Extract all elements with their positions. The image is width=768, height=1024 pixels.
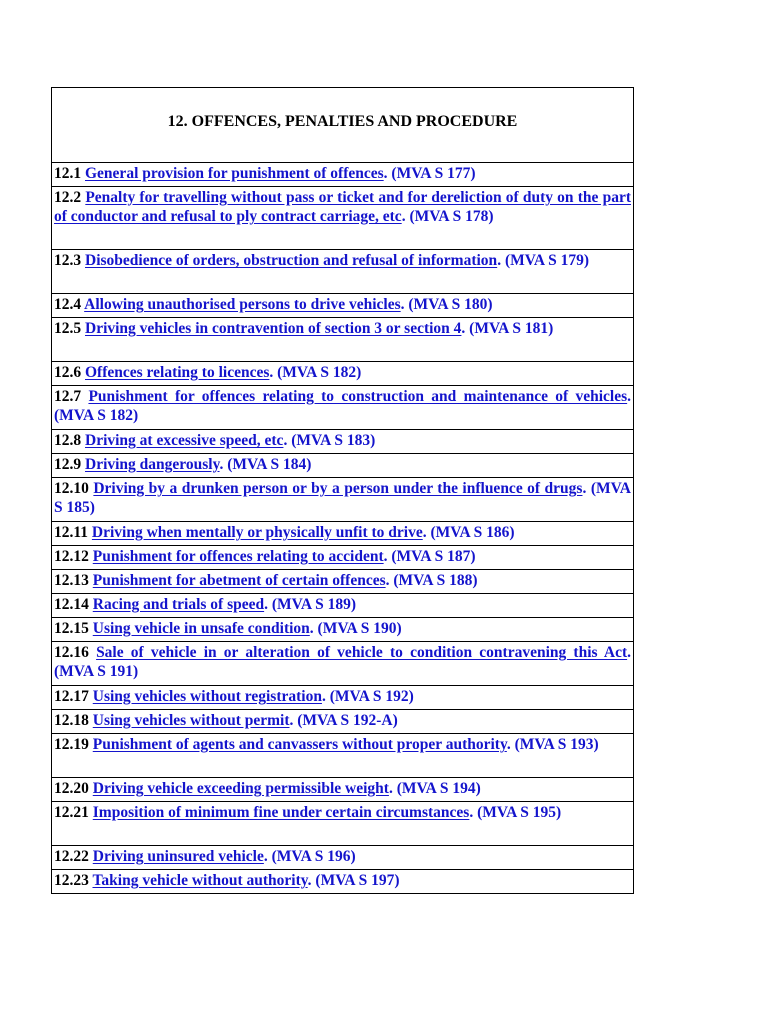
section-number: 12.23 (54, 872, 89, 889)
toc-row (52, 778, 634, 802)
toc-cell (52, 570, 634, 594)
section-number: 12.14 (54, 596, 89, 613)
toc-cell-content (54, 802, 631, 822)
section-link[interactable]: Using vehicle in unsafe condition (92, 620, 310, 637)
section-number: 12.11 (54, 524, 89, 541)
toc-cell (52, 734, 634, 778)
toc-cell (52, 386, 634, 430)
section-number: 12.15 (54, 620, 89, 637)
toc-row (52, 570, 634, 594)
section-link[interactable]: Driving vehicles in contravention of section 3 or section 4 (85, 320, 462, 337)
section-number: 12.20 (54, 780, 89, 797)
section-reference: . (MVA S 179) (497, 252, 590, 269)
section-number: 12.4 (54, 296, 82, 313)
toc-row (52, 710, 634, 734)
toc-cell-content (54, 430, 631, 450)
section-link[interactable]: Driving at excessive speed, etc (85, 432, 284, 449)
section-link[interactable]: Punishment for offences relating to accident (92, 548, 384, 565)
toc-cell-content (54, 686, 631, 706)
toc-row (52, 163, 634, 187)
section-link[interactable]: Using vehicles without permit (92, 712, 290, 729)
section-reference: . (MVA S 182) (54, 388, 632, 424)
toc-cell (52, 710, 634, 734)
toc-row (52, 594, 634, 618)
toc-cell-content (54, 846, 631, 866)
toc-cell-content (54, 522, 631, 542)
toc-row (52, 250, 634, 294)
section-link[interactable]: Racing and trials of speed (92, 596, 265, 613)
toc-row (52, 478, 634, 522)
section-reference: . (MVA S 191) (54, 644, 631, 680)
toc-cell-content (54, 362, 631, 382)
toc-cell (52, 686, 634, 710)
section-number: 12.21 (54, 804, 89, 821)
section-link[interactable]: Offences relating to licences (85, 364, 270, 381)
section-reference: . (MVA S 184) (219, 456, 312, 473)
toc-row (52, 454, 634, 478)
toc-table (51, 87, 634, 894)
toc-cell (52, 294, 634, 318)
section-reference: . (MVA S 178) (401, 208, 494, 225)
section-link[interactable]: Driving uninsured vehicle (92, 848, 264, 865)
section-link[interactable]: Sale of vehicle in or alteration of vehicle to condition contravening this Act (96, 644, 628, 661)
toc-cell-content (54, 710, 631, 730)
toc-cell (52, 430, 634, 454)
toc-row (52, 318, 634, 362)
toc-cell (52, 187, 634, 250)
toc-body (52, 88, 634, 894)
section-reference: . (MVA S 182) (269, 364, 362, 381)
section-reference: . (MVA S 190) (309, 620, 402, 637)
section-reference: . (MVA S 180) (400, 296, 493, 313)
page-title: 12. OFFENCES, PENALTIES AND PROCEDURE (167, 112, 518, 130)
toc-cell-content (54, 570, 631, 590)
toc-row (52, 686, 634, 710)
section-link[interactable]: Punishment of agents and canvassers without proper authority (92, 736, 507, 753)
section-link[interactable]: Driving vehicle exceeding permissible weight (92, 780, 389, 797)
toc-cell-content (54, 454, 631, 474)
section-number: 12.3 (54, 252, 82, 269)
toc-row (52, 642, 634, 686)
toc-cell (52, 454, 634, 478)
toc-cell-content (54, 642, 631, 681)
section-reference: . (MVA S 181) (461, 320, 554, 337)
toc-cell (52, 870, 634, 894)
section-number: 12.19 (54, 736, 89, 753)
toc-cell-content (54, 594, 631, 614)
toc-cell (52, 522, 634, 546)
section-reference: . (MVA S 186) (422, 524, 515, 541)
toc-row (52, 734, 634, 778)
section-number: 12.18 (54, 712, 89, 729)
toc-header-row (52, 88, 634, 163)
section-link[interactable]: Driving by a drunken person or by a person under the influence of drugs (93, 480, 583, 497)
section-number: 12.10 (54, 480, 89, 497)
section-number: 12.5 (54, 320, 82, 337)
toc-cell (52, 594, 634, 618)
section-reference: . (MVA S 195) (469, 804, 562, 821)
section-reference: . (MVA S 197) (307, 872, 400, 889)
section-reference: . (MVA S 185) (54, 480, 632, 516)
toc-cell-content (54, 478, 631, 517)
section-link[interactable]: Driving when mentally or physically unfit to drive (91, 524, 423, 541)
toc-row (52, 386, 634, 430)
toc-cell-content (54, 163, 631, 183)
section-link[interactable]: Penalty for travelling without pass or ticket and for dereliction of duty on the part of conductor and refusal to ply contract carriage, etc (54, 189, 631, 225)
section-number: 12.17 (54, 688, 89, 705)
toc-row (52, 294, 634, 318)
toc-cell (52, 546, 634, 570)
toc-cell (52, 846, 634, 870)
toc-cell-content (54, 187, 631, 226)
section-reference: . (MVA S 193) (506, 736, 599, 753)
toc-cell (52, 802, 634, 846)
toc-cell (52, 778, 634, 802)
section-reference: . (MVA S 189) (264, 596, 356, 613)
toc-cell-content (54, 870, 631, 890)
toc-row (52, 618, 634, 642)
section-link[interactable]: Using vehicles without registration (92, 688, 322, 705)
section-number: 12.9 (54, 456, 82, 473)
toc-cell (52, 163, 634, 187)
toc-row (52, 430, 634, 454)
toc-cell (52, 250, 634, 294)
section-number: 12.1 (54, 165, 82, 182)
toc-row (52, 870, 634, 894)
toc-cell (52, 642, 634, 686)
section-reference: . (MVA S 192) (321, 688, 414, 705)
section-number: 12.6 (54, 364, 82, 381)
toc-row (52, 522, 634, 546)
toc-cell (52, 618, 634, 642)
toc-cell-content (54, 734, 631, 754)
section-link[interactable]: Punishment for offences relating to construction and maintenance of vehicles (88, 388, 628, 405)
section-link[interactable]: Disobedience of orders, obstruction and refusal of information (85, 252, 498, 269)
section-reference: . (MVA S 177) (383, 165, 476, 182)
section-number: 12.22 (54, 848, 89, 865)
section-number: 12.13 (54, 572, 89, 589)
toc-cell-content (54, 294, 631, 314)
section-reference: . (MVA S 188) (385, 572, 478, 589)
toc-row (52, 546, 634, 570)
toc-row (52, 187, 634, 250)
section-link[interactable]: Punishment for abetment of certain offences (92, 572, 386, 589)
toc-row (52, 362, 634, 386)
toc-cell-content (54, 618, 631, 638)
section-link[interactable]: General provision for punishment of offences (85, 165, 384, 182)
section-number: 12.8 (54, 432, 82, 449)
section-reference: . (MVA S 194) (388, 780, 481, 797)
toc-cell-content (54, 778, 631, 798)
section-link[interactable]: Allowing unauthorised persons to drive vehicles (84, 296, 401, 313)
section-reference: . (MVA S 183) (283, 432, 376, 449)
section-reference: . (MVA S 187) (383, 548, 476, 565)
section-link[interactable]: Imposition of minimum fine under certain circumstances (92, 804, 470, 821)
toc-cell (52, 478, 634, 522)
toc-cell (52, 318, 634, 362)
section-link[interactable]: Taking vehicle without authority (92, 872, 308, 889)
section-number: 12.12 (54, 548, 89, 565)
toc-cell-content (54, 250, 631, 270)
section-reference: . (MVA S 196) (263, 848, 356, 865)
toc-header-cell (52, 88, 634, 163)
section-number: 12.7 (54, 388, 82, 405)
toc-row (52, 846, 634, 870)
section-number: 12.16 (54, 644, 89, 661)
toc-cell-content (54, 386, 631, 425)
section-reference: . (MVA S 192-A) (289, 712, 398, 729)
section-link[interactable]: Driving dangerously (85, 456, 220, 473)
toc-cell-content (54, 318, 631, 338)
toc-cell-content (54, 546, 631, 566)
section-number: 12.2 (54, 189, 82, 206)
toc-row (52, 802, 634, 846)
toc-cell (52, 362, 634, 386)
